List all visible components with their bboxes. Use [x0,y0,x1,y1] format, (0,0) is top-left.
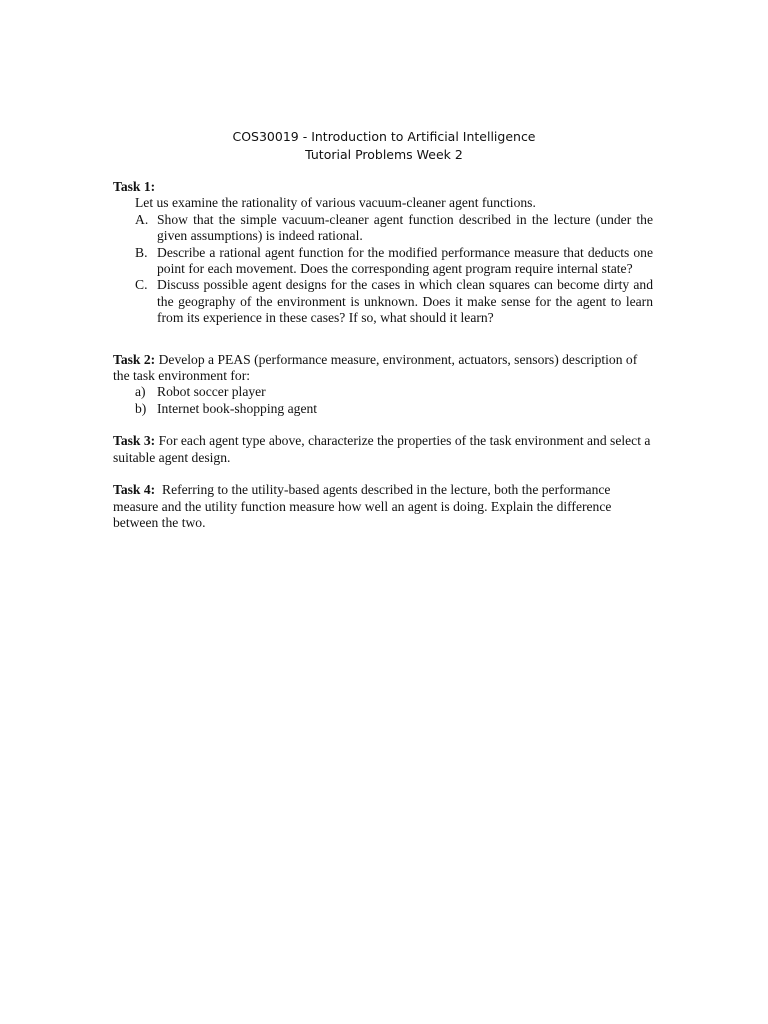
list-marker: C. [135,277,148,293]
task-1-intro: Let us examine the rationality of various vacuum-cleaner agent functions. [135,195,536,211]
task-3-text: For each agent type above, characterize the properties of the task environment and select a suitable agent design. [113,433,651,465]
list-item-text: Robot soccer player [157,384,266,400]
list-marker: b) [135,400,147,416]
document-body [113,179,653,531]
task-2-item-a [113,384,653,400]
task-2-label: Task 2: [113,351,156,367]
task-4-label: Task 4: [113,482,156,498]
task-4 [113,482,653,531]
list-item-text: Internet book-shopping agent [157,400,318,416]
list-marker: A. [135,211,149,227]
task-1-item-c [113,277,653,326]
task-4-paragraph [113,482,653,531]
list-marker: B. [135,244,148,260]
document-header [0,128,768,164]
task-1-item-a [113,212,653,245]
task-1-item-b [113,245,653,278]
task-3-paragraph [113,433,653,466]
task-1 [113,179,653,327]
list-item-text: Discuss possible agent designs for the cases in which clean squares can become dirty and the geography of the environment is unknown. Does it make sense for the agent to learn from its experience in these cases? If so, what should it learn? [157,277,653,326]
list-marker: a) [135,384,146,400]
document-subtitle: Tutorial Problems Week 2 [305,147,463,162]
task-2-paragraph [113,352,653,385]
list-item-text: Show that the simple vacuum-cleaner agent function described in the lecture (under the given assumptions) is indeed rational. [157,211,653,244]
course-title: COS30019 - Introduction to Artificial Intelligence [232,129,536,144]
task-2 [113,352,653,418]
task-1-label: Task 1: [113,179,156,194]
task-4-text: Referring to the utility-based agents described in the lecture, both the performance measure and the utility function measure how well an agent is doing. Explain the difference between the two. [113,482,615,530]
task-3-label: Task 3: [113,433,156,449]
list-item-text: Describe a rational agent function for the modified performance measure that deducts one point for each movement. Does the corresponding agent program require internal state? [157,244,653,277]
task-3 [113,433,653,466]
task-2-item-b [113,401,653,417]
task-2-text: Develop a PEAS (performance measure, environment, actuators, sensors) description of the task environment for: [113,351,638,384]
